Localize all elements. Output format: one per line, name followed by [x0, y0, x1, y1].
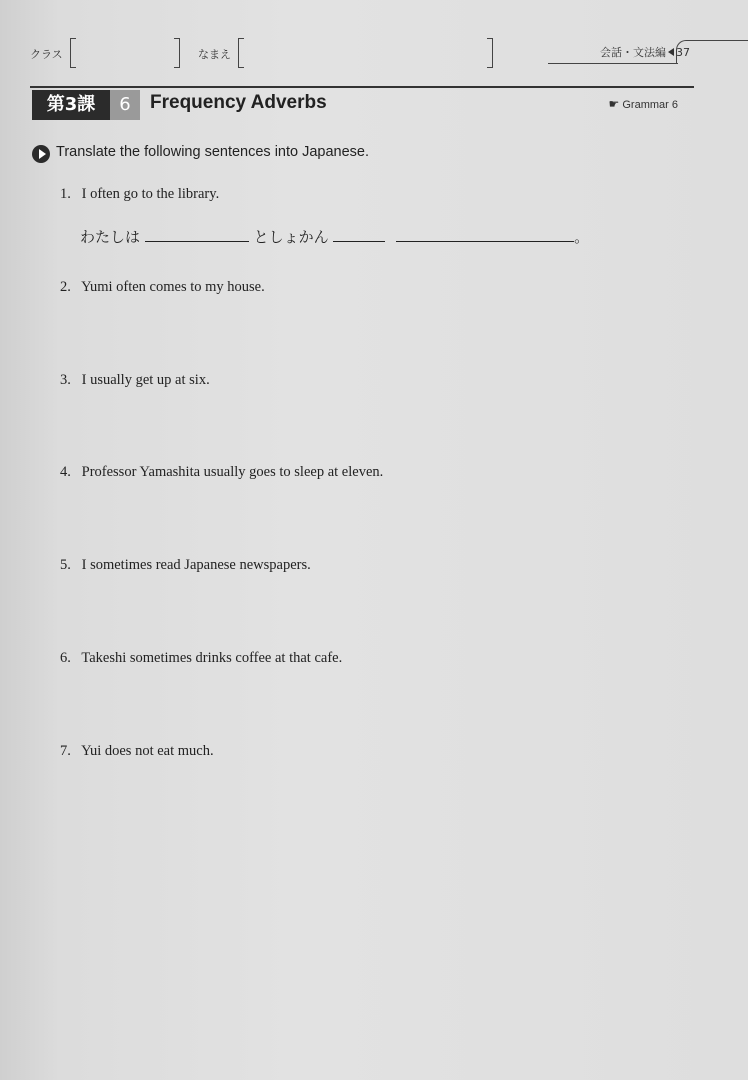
instruction-text: Translate the following sentences into Japanese.: [56, 144, 370, 160]
item-number: 2.: [60, 279, 71, 295]
item-number: 3.: [60, 372, 71, 388]
class-field-right-bracket: [174, 38, 180, 68]
page-tag-top-line: [690, 40, 748, 41]
exercise-item-2: [60, 279, 265, 296]
grammar-reference-label: Grammar 6: [622, 99, 678, 111]
exercise-item-4: [60, 464, 383, 481]
item-text: Yumi often comes to my house.: [81, 279, 265, 295]
item-number: 4.: [60, 464, 71, 480]
exercise-item-7: [60, 743, 214, 760]
item-number: 7.: [60, 743, 71, 759]
grammar-reference: [609, 97, 678, 111]
class-label: クラス: [30, 48, 63, 61]
answer-blank-2[interactable]: [333, 227, 385, 242]
answer-blank-3[interactable]: [396, 227, 574, 242]
name-label: なまえ: [198, 48, 231, 61]
item-text: I usually get up at six.: [81, 372, 210, 388]
name-field-left-bracket: [238, 38, 244, 68]
pointing-hand-icon: ☛: [608, 97, 620, 111]
item-text: Yui does not eat much.: [81, 743, 214, 759]
answer-prefix: わたしは: [80, 228, 141, 246]
answer-blank-1[interactable]: [145, 227, 249, 242]
item-text: I often go to the library.: [81, 186, 220, 202]
lesson-badge: 第3課: [32, 90, 110, 120]
example-answer-line: [80, 226, 589, 247]
header-rule: [30, 86, 694, 88]
item-text: I sometimes read Japanese newspapers.: [81, 557, 311, 573]
answer-middle: としょかん: [253, 228, 329, 246]
section-number: 6: [110, 90, 140, 120]
item-number: 6.: [60, 650, 71, 666]
exercise-item-1: [60, 186, 219, 203]
page-tag-label: 会話・文法編: [600, 46, 666, 59]
answer-end: 。: [574, 228, 590, 246]
exercise-item-5: [60, 557, 311, 574]
item-number: 5.: [60, 557, 71, 573]
item-number: 1.: [60, 186, 71, 202]
section-title: Frequency Adverbs: [150, 92, 327, 113]
triangle-left-icon: [668, 48, 674, 56]
exercise-item-6: [60, 650, 342, 667]
arrow-circle-icon: [32, 145, 50, 163]
page-number: 37: [676, 46, 690, 59]
item-text: Takeshi sometimes drinks coffee at that cafe.: [81, 650, 343, 666]
item-text: Professor Yamashita usually goes to sleep at eleven.: [81, 464, 384, 480]
name-field-right-bracket: [487, 38, 493, 68]
page-tag-curve: [676, 40, 691, 64]
page-tag-underline: [548, 63, 678, 64]
class-field-left-bracket: [70, 38, 76, 68]
exercise-item-3: [60, 372, 210, 389]
